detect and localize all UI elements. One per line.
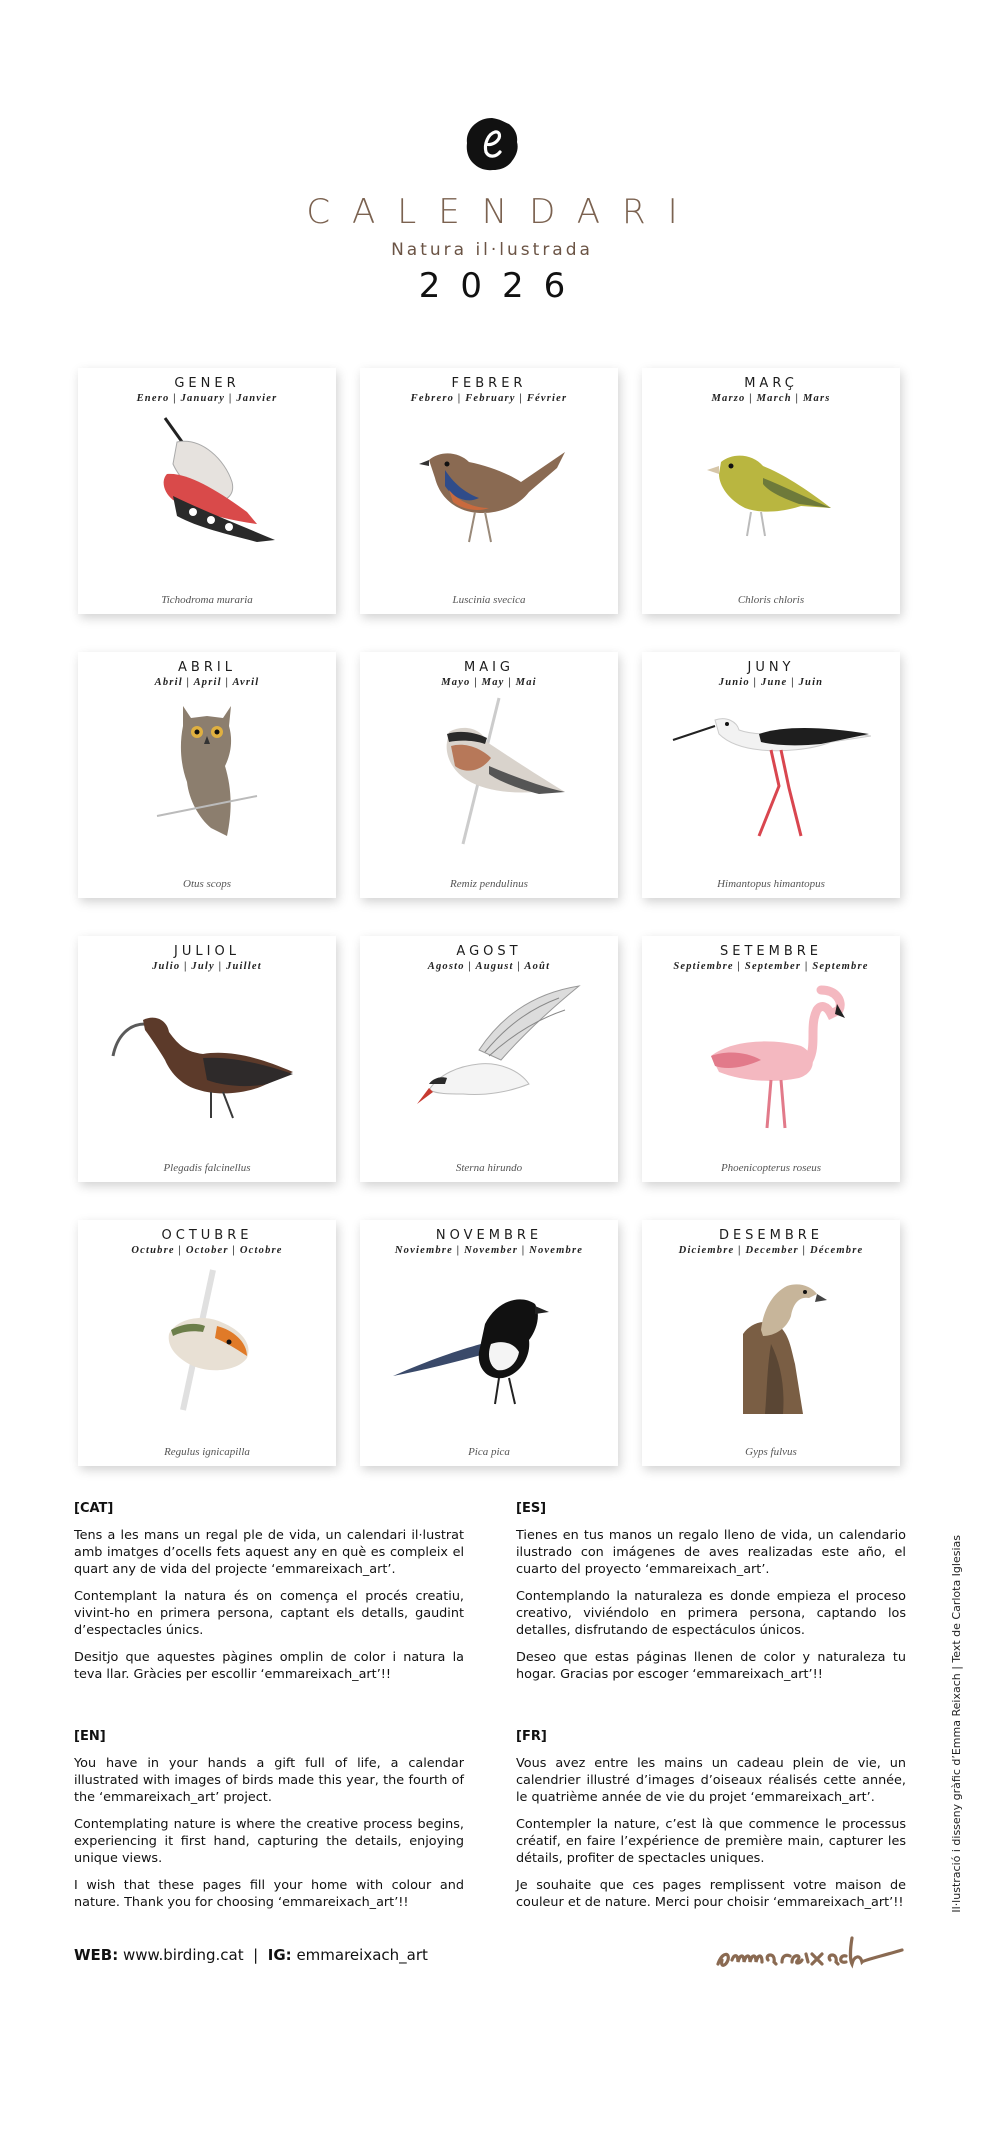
web-label: WEB: (74, 1946, 119, 1964)
species-name: Plegadis falcinellus (163, 1162, 251, 1174)
month-translations: Enero | January | Janvier (136, 393, 278, 404)
language-label: [EN] (74, 1729, 106, 1744)
species-name: Luscinia svecica (452, 594, 526, 606)
month-name: ABRIL (178, 660, 236, 675)
month-card-maig (360, 652, 618, 898)
brand-logo-icon (464, 116, 520, 172)
month-name: GENER (174, 376, 240, 391)
common-tern-icon (389, 980, 589, 1130)
month-card-octubre (78, 1220, 336, 1466)
artist-signature (712, 1930, 912, 1980)
black-winged-stilt-icon (671, 696, 871, 846)
species-name: Gyps fulvus (745, 1446, 797, 1458)
species-name: Pica pica (468, 1446, 510, 1458)
text-block-es (516, 1500, 906, 1693)
paragraph: Tens a les mans un regal ple de vida, un calendari il·lustrat amb imatges d’ocells fets aquest any en què es compleix el quart any de vida del projecte ‘emmareixach_art’. (74, 1528, 464, 1577)
instagram-link[interactable]: emmareixach_art (296, 1946, 428, 1964)
text-block-en (74, 1728, 464, 1921)
flamingo-icon (671, 980, 871, 1130)
month-name: DESEMBRE (718, 1228, 824, 1243)
magpie-icon (389, 1264, 589, 1414)
ig-label: IG: (267, 1946, 292, 1964)
month-card-novembre (360, 1220, 618, 1466)
month-card-abril (78, 652, 336, 898)
month-translations: Marzo | March | Mars (711, 393, 831, 404)
month-translations: Junio | June | Juin (718, 677, 824, 688)
language-label: [FR] (516, 1729, 547, 1744)
bluethroat-icon (389, 412, 589, 562)
month-name: MAIG (463, 660, 515, 675)
month-translations: Febrero | February | Février (410, 393, 568, 404)
text-block-fr (516, 1728, 906, 1921)
month-name: JULIOL (174, 944, 240, 959)
paragraph: Deseo que estas páginas llenen de color y naturaleza tu hogar. Gracias por escoger ‘emmareixach_art’!! (516, 1650, 906, 1682)
separator: | (253, 1946, 259, 1964)
paragraph: Desitjo que aquestes pàgines omplin de color i natura la teva llar. Gràcies per escollir ‘emmareixach_art’!! (74, 1650, 464, 1682)
paragraph: You have in your hands a gift full of life, a calendar illustrated with images of birds made this year, the fourth of the ‘emmareixach_art’ project. (74, 1756, 464, 1805)
wallcreeper-icon (107, 412, 307, 562)
firecrest-icon (107, 1264, 307, 1414)
month-card-marc (642, 368, 900, 614)
penduline-tit-icon (389, 696, 589, 846)
month-translations: Agosto | August | Août (427, 961, 551, 972)
paragraph: Contemplando la naturaleza es donde empieza el proceso creativo, viviéndolo en primera persona, captando los detalles, disfrutando de espectáculos únicos. (516, 1589, 906, 1638)
month-card-gener (78, 368, 336, 614)
paragraph: I wish that these pages fill your home with colour and nature. Thank you for choosing ‘emmareixach_art’!! (74, 1878, 464, 1910)
glossy-ibis-icon (107, 980, 307, 1130)
month-name: JUNY (747, 660, 795, 675)
month-card-juny (642, 652, 900, 898)
month-card-desembre (642, 1220, 900, 1466)
paragraph: Tienes en tus manos un regalo lleno de vida, un calendario ilustrado con imágenes de aves realizadas este año, el cuarto del proyecto ‘emmareixach_art’. (516, 1528, 906, 1577)
month-name: AGOST (456, 944, 522, 959)
month-translations: Noviembre | November | Novembre (394, 1245, 584, 1256)
paragraph: Contemplant la natura és on comença el procés creatiu, vivint-ho en primera persona, captant els detalls, gaudint d’espectacles únics. (74, 1589, 464, 1638)
paragraph: Contempler la nature, c’est là que commence le processus créatif, en faire l’expérience de première main, capturer les détails, profiter de spectacles uniques. (516, 1817, 906, 1866)
month-name: MARÇ (744, 376, 798, 391)
scops-owl-icon (107, 696, 307, 846)
species-name: Tichodroma muraria (161, 594, 253, 606)
contact-footer (74, 1946, 428, 1964)
month-card-setembre (642, 936, 900, 1182)
species-name: Otus scops (183, 878, 231, 890)
species-name: Chloris chloris (737, 594, 805, 606)
credits-vertical: Il·lustració i disseny gràfic d’Emma Reixach | Text de Carlota Iglesias (950, 1535, 963, 1913)
text-block-cat (74, 1500, 464, 1693)
greenfinch-icon (671, 412, 871, 562)
species-name: Phoenicopterus roseus (720, 1162, 822, 1174)
species-name: Regulus ignicapilla (164, 1446, 250, 1458)
paragraph: Je souhaite que ces pages remplissent votre maison de couleur et de nature. Merci pour choisir ‘emmareixach_art’!! (516, 1878, 906, 1910)
paragraph: Contemplating nature is where the creative process begins, experiencing it first hand, capturing the details, enjoying unique views. (74, 1817, 464, 1866)
website-link[interactable]: www.birding.cat (123, 1946, 244, 1964)
species-name: Himantopus himantopus (717, 878, 825, 890)
page-subtitle: Natura il·lustrada (391, 240, 593, 260)
month-translations: Octubre | October | Octobre (131, 1245, 283, 1256)
language-label: [ES] (516, 1501, 547, 1516)
month-translations: Mayo | May | Mai (441, 677, 537, 688)
paragraph: Vous avez entre les mains un cadeau plein de vie, un calendrier illustré d’images d’oiseaux réalisés cette année, le quatrième année de vie du projet ‘emmareixach_art’. (516, 1756, 906, 1805)
month-name: FEBRER (451, 376, 527, 391)
species-name: Remiz pendulinus (450, 878, 528, 890)
month-translations: Septiembre | September | Septembre (673, 961, 869, 972)
language-label: [CAT] (74, 1501, 114, 1516)
month-translations: Julio | July | Juillet (152, 961, 262, 972)
page-title: CALENDARI (306, 192, 700, 232)
month-card-juliol (78, 936, 336, 1182)
month-card-febrer (360, 368, 618, 614)
calendar-year: 2026 (418, 266, 586, 306)
month-translations: Diciembre | December | Décembre (678, 1245, 864, 1256)
species-name: Sterna hirundo (455, 1162, 523, 1174)
month-name: SETEMBRE (719, 944, 822, 959)
month-card-agost (360, 936, 618, 1182)
month-name: NOVEMBRE (435, 1228, 543, 1243)
griffon-vulture-icon (671, 1264, 871, 1414)
month-translations: Abril | April | Avril (154, 677, 260, 688)
month-name: OCTUBRE (161, 1228, 253, 1243)
